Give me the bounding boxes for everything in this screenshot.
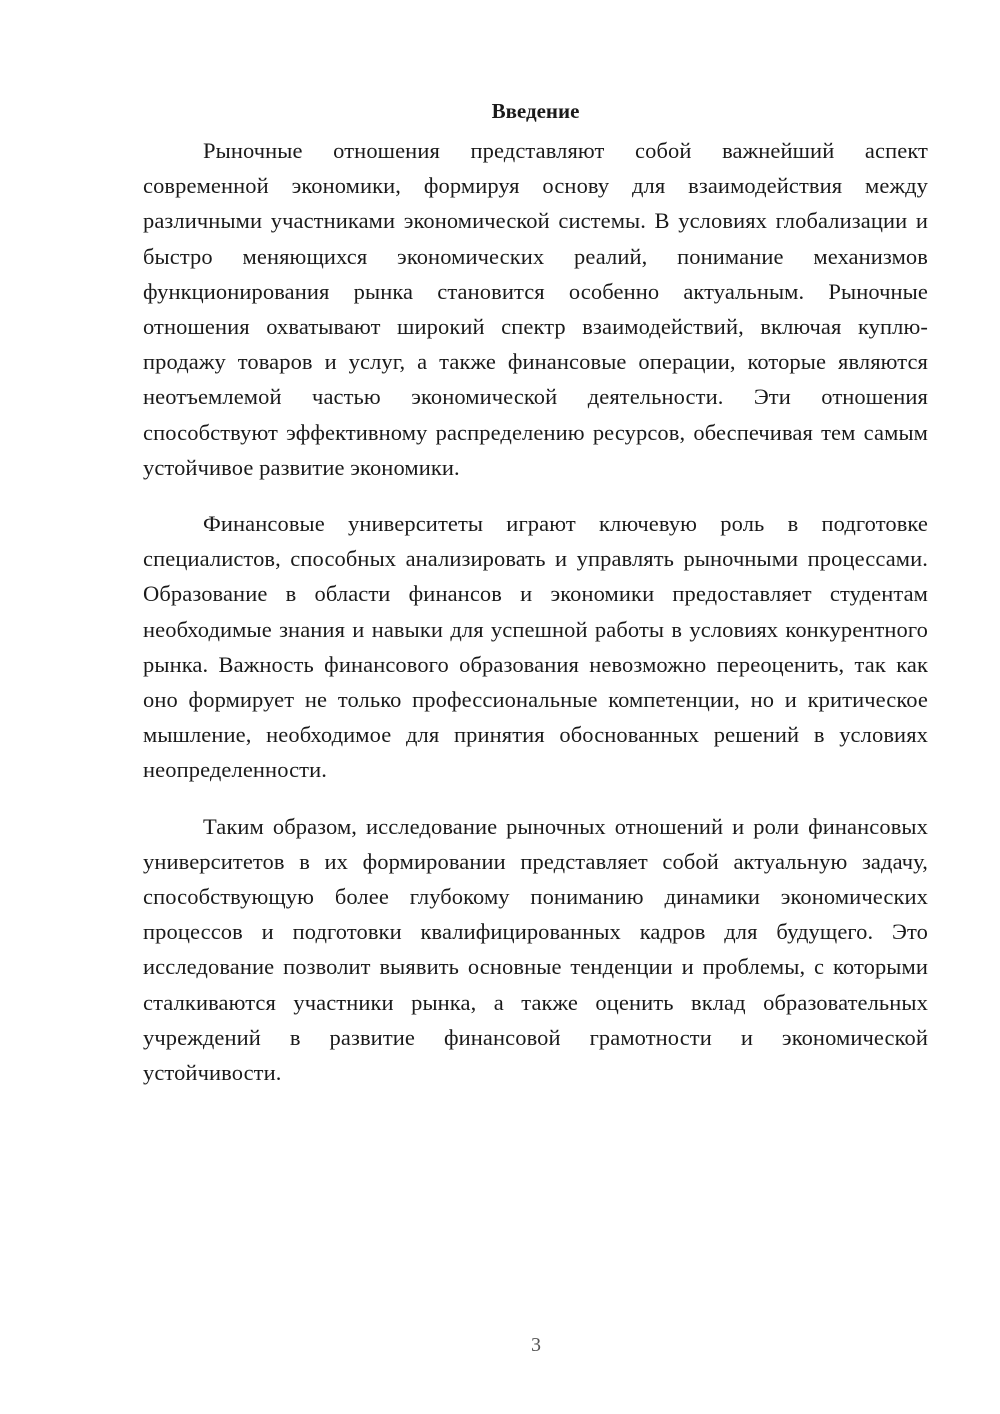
paragraph-1: Рыночные отношения представляют собой важнейший аспект современной экономики, формируя основу для взаимодействия между различными участниками экономической системы. В условиях глобализации и быстро меняющихся экономических реалий, понимание механизмов функционирования рынка становится особенно актуальным. Рыночные отношения охватывают широкий спектр взаимодействий, включая куплю-продажу товаров и услуг, а также финансовые операции, которые являются неотъемлемой частью экономической деятельности. Эти отношения способствуют эффективному распределению ресурсов, обеспечивая тем самым устойчивое развитие экономики. — [143, 138, 928, 480]
section-title: Введение — [491, 99, 580, 123]
page-number: 3 — [531, 1334, 541, 1356]
page-content — [143, 96, 928, 1111]
paragraph-3: Таким образом, исследование рыночных отношений и роли финансовых университетов в их формировании представляет собой актуальную задачу, способствующую более глубокому пониманию динамики экономических процессов и подготовки квалифицированных кадров для будущего. Это исследование позволит выявить основные тенденции и проблемы, с которыми сталкиваются участники рынка, а также оценить вклад образовательных учреждений в развитие финансовой грамотности и экономической устойчивости. — [143, 813, 928, 1086]
paragraph-2: Финансовые университеты играют ключевую роль в подготовке специалистов, способных анализировать и управлять рыночными процессами. Образование в области финансов и экономики предоставляет студентам необходимые знания и навыки для успешной работы в условиях конкурентного рынка. Важность финансового образования невозможно переоценить, так как оно формирует не только профессиональные компетенции, но и критическое мышление, необходимое для принятия обоснованных решений в условиях неопределенности. — [143, 511, 928, 783]
